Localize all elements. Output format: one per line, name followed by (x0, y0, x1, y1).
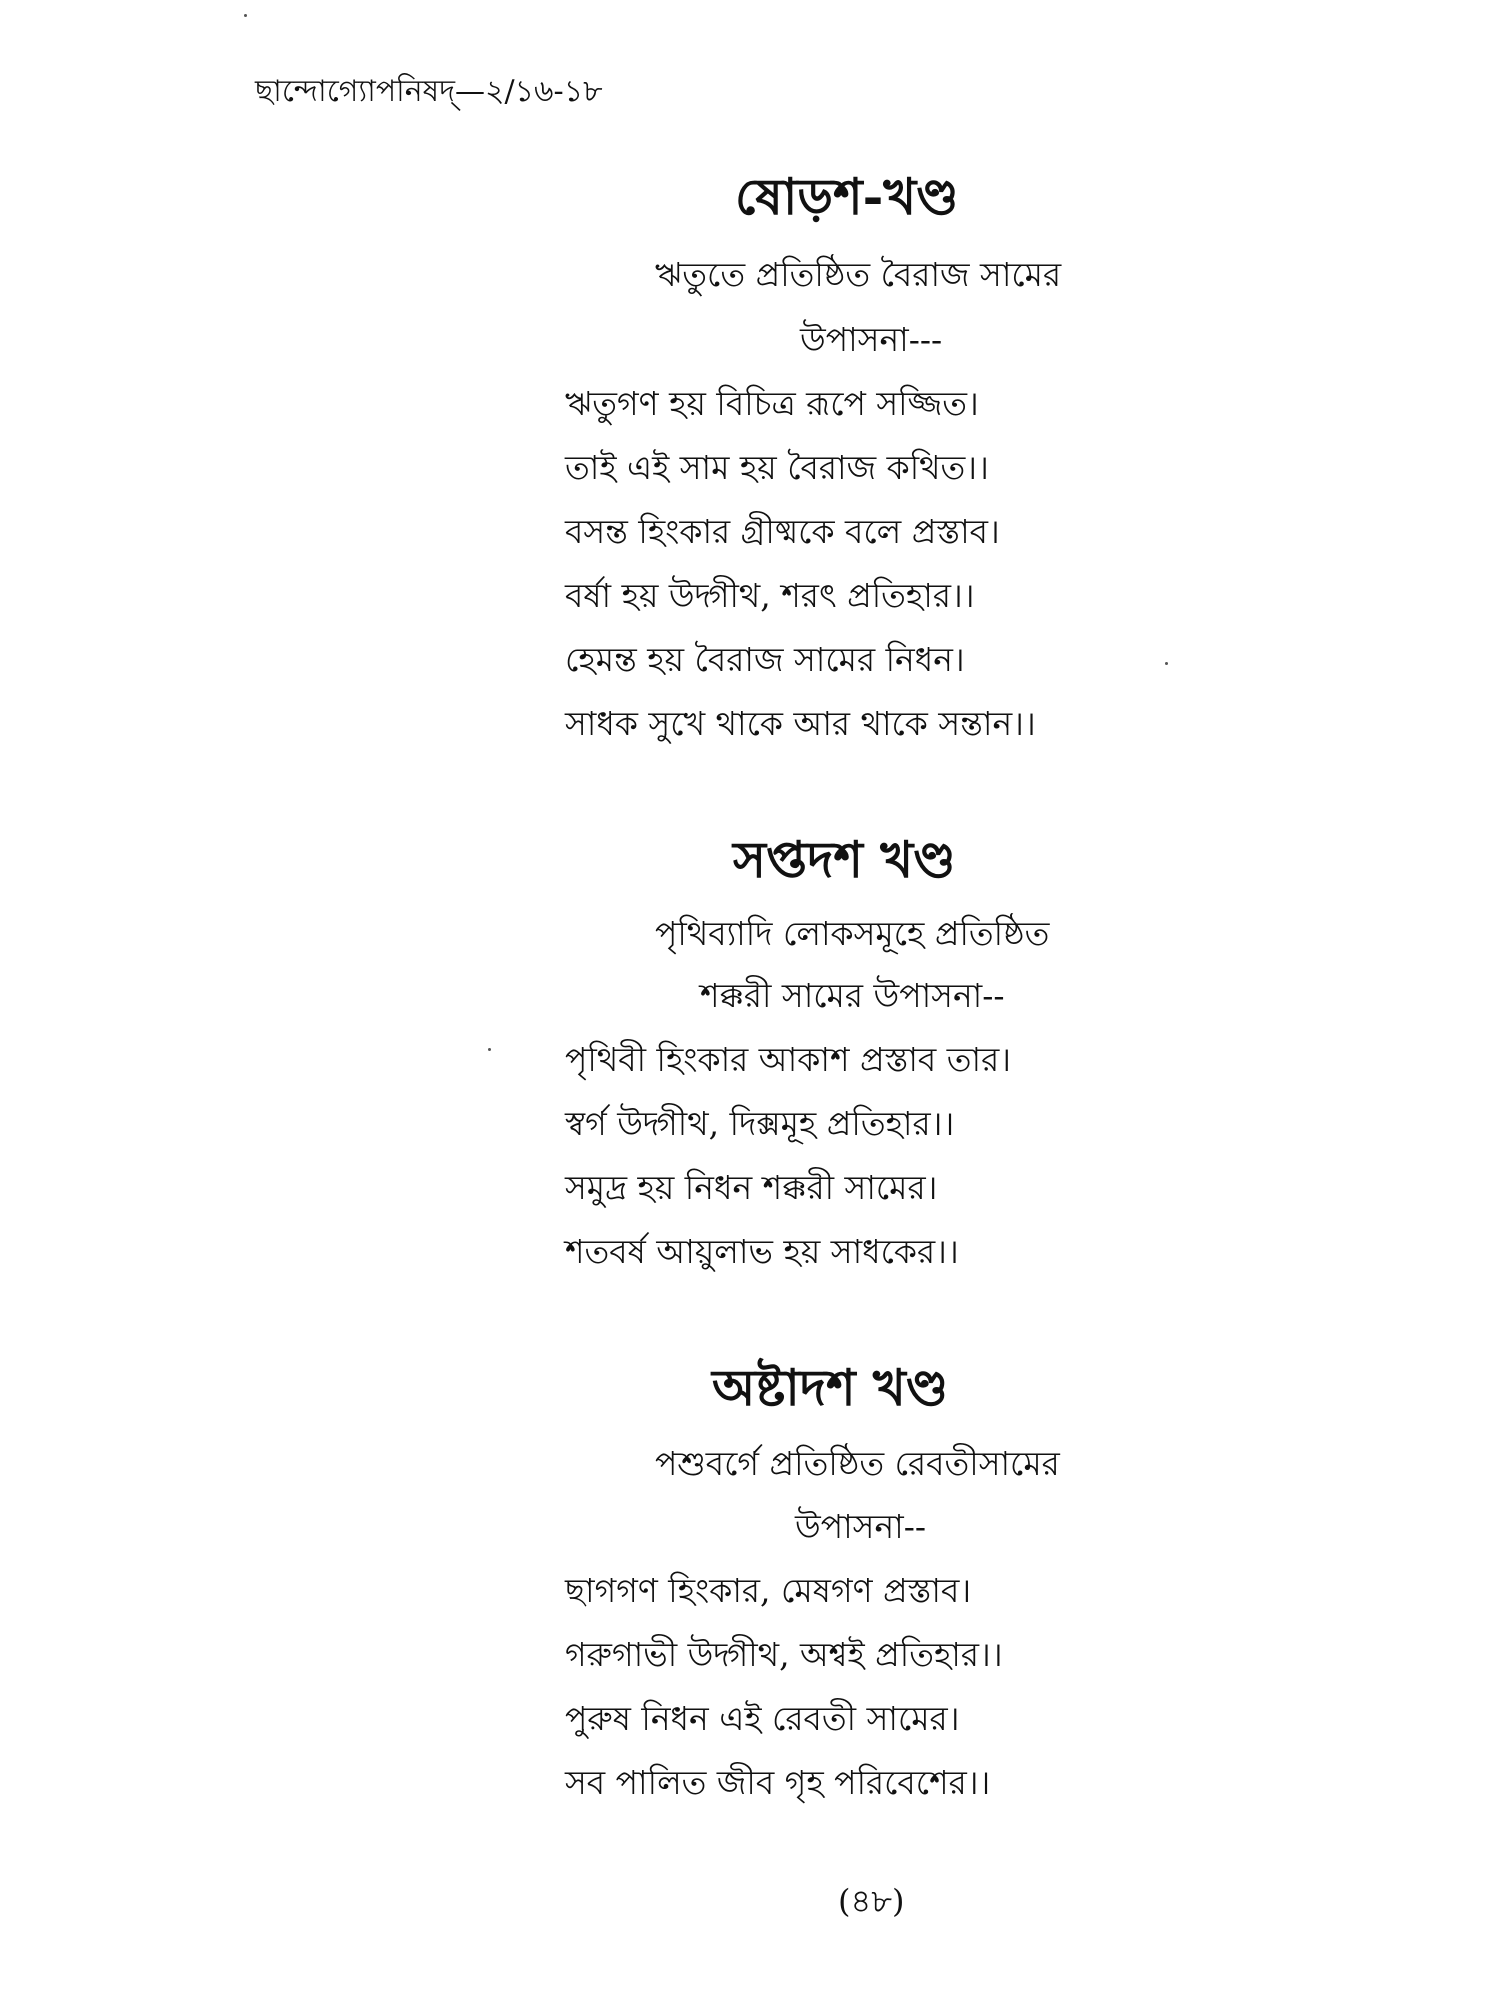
page-number: (৪৮) (838, 1882, 905, 1920)
section-title: অষ্টাদশ খণ্ড (712, 1358, 949, 1417)
section-subtitle-line-1: পশুবর্গে প্রতিষ্ঠিত রেবতীসামের (655, 1444, 1060, 1483)
scan-speck (1165, 662, 1168, 665)
scan-speck (488, 1048, 491, 1051)
section-subtitle-line-1: পৃথিব্যাদি লোকসমূহে প্রতিষ্ঠিত (655, 914, 1050, 953)
verse-line: স্বর্গ উদ্গীথ, দিক্সমূহ প্রতিহার।। (565, 1104, 955, 1143)
verse-line: পৃথিবী হিংকার আকাশ প্রস্তাব তার। (565, 1040, 1012, 1079)
scan-speck (244, 14, 247, 17)
verse-line: তাই এই সাম হয় বৈরাজ কথিত।। (565, 448, 989, 487)
section-subtitle-line-1: ঋতুতে প্রতিষ্ঠিত বৈরাজ সামের (655, 255, 1062, 294)
verse-line: শতবর্ষ আয়ুলাভ হয় সাধকের।। (565, 1232, 959, 1271)
section-title: ষোড়শ-খণ্ড (735, 167, 959, 226)
verse-line: পুরুষ নিধন এই রেবতী সামের। (565, 1699, 960, 1738)
verse-line: ঋতুগণ হয় বিচিত্র রূপে সজ্জিত। (565, 384, 979, 423)
verse-line: বর্ষা হয় উদ্গীথ, শরৎ প্রতিহার।। (565, 576, 975, 615)
running-header: ছান্দোগ্যোপনিষদ্—২/১৬-১৮ (255, 74, 603, 109)
section-title: সপ্তদশ খণ্ড (733, 830, 956, 889)
verse-line: গরুগাভী উদ্গীথ, অশ্বই প্রতিহার।। (565, 1635, 1003, 1674)
verse-line: বসন্ত হিংকার গ্রীষ্মকে বলে প্রস্তাব। (565, 512, 1000, 551)
verse-line: ছাগগণ হিংকার, মেষগণ প্রস্তাব। (565, 1571, 972, 1610)
verse-line: সব পালিত জীব গৃহ পরিবেশের।। (565, 1763, 991, 1802)
verse-line: সমুদ্র হয় নিধন শক্করী সামের। (565, 1168, 938, 1207)
section-subtitle-line-2: উপাসনা-- (795, 1507, 927, 1546)
section-subtitle-line-2: উপাসনা--- (800, 320, 943, 359)
section-subtitle-line-2: শক্করী সামের উপাসনা-- (700, 976, 1005, 1015)
verse-line: হেমন্ত হয় বৈরাজ সামের নিধন। (565, 640, 965, 679)
verse-line: সাধক সুখে থাকে আর থাকে সন্তান।। (565, 704, 1036, 743)
